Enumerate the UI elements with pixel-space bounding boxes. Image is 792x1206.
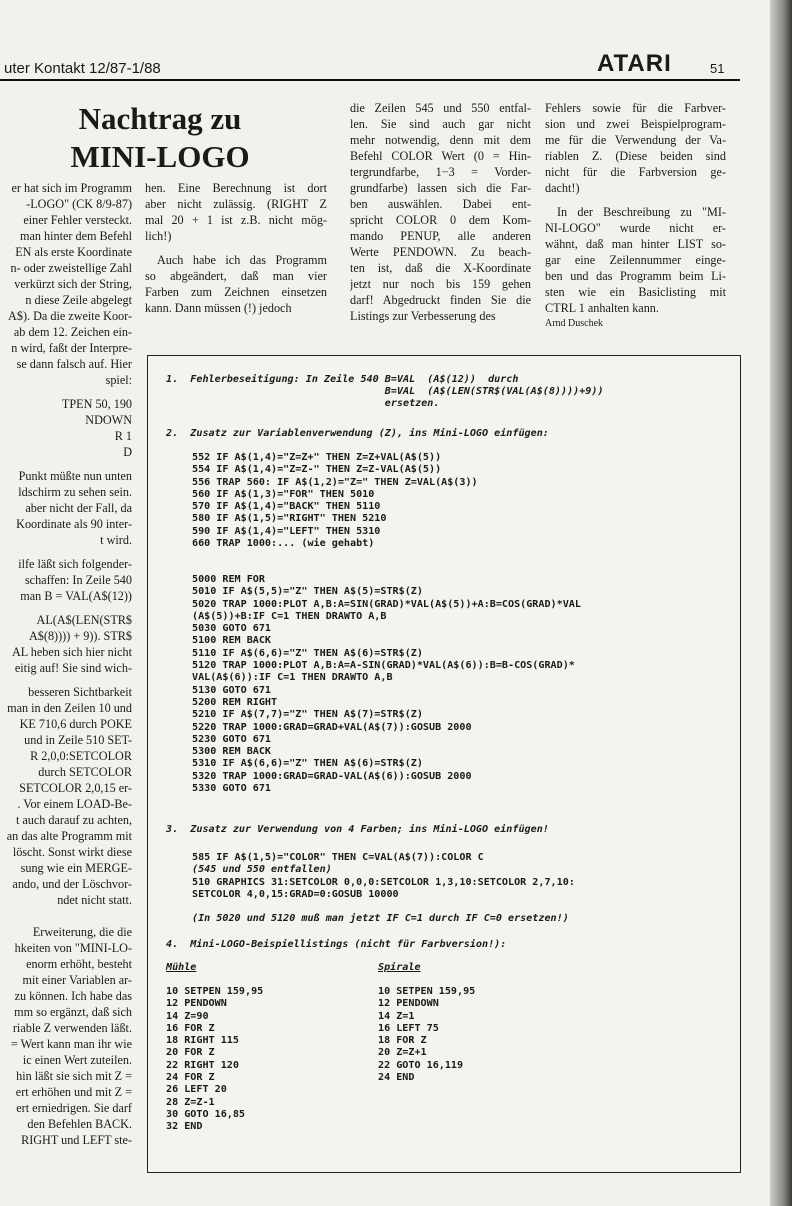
- program-listing-box: [147, 355, 741, 1173]
- text-line: NDOWN: [85, 413, 132, 427]
- text-line: [0, 676, 132, 684]
- text-line: mehr notwendig, denn mit dem: [350, 133, 531, 147]
- text-line: [545, 196, 726, 204]
- text-line: ando, und der Löschvor-: [12, 877, 132, 891]
- code-line: 22 GOTO 16,119: [378, 1059, 464, 1071]
- text-line: und in Zeile 510 SET-: [24, 733, 132, 747]
- code-line: 14 Z=90: [166, 1010, 209, 1022]
- text-line: In der Beschreibung zu "MI-: [557, 205, 726, 219]
- text-line: SETCOLOR 2,0,15 er-: [19, 781, 132, 795]
- code-line: 5130 GOTO 671: [192, 684, 272, 696]
- code-line: 570 IF A$(1,4)="BACK" THEN 5110: [192, 501, 381, 513]
- text-line: [145, 244, 327, 252]
- text-line: man B = VAL(A$(12)): [20, 589, 132, 603]
- code-line: 552 IF A$(1,4)="Z=Z+" THEN Z=Z+VAL(A$(5)): [192, 452, 442, 463]
- code-line: 18 FOR Z: [378, 1035, 427, 1047]
- text-line: Erweiterung, die die: [32, 925, 132, 939]
- text-line: ben auswählen. Dabei ent-: [350, 197, 531, 211]
- column-1: [0, 180, 132, 1148]
- text-line: [0, 548, 132, 556]
- text-line: aber nicht der Fall, da: [25, 501, 132, 515]
- code-line: 660 TRAP 1000:... (wie gehabt): [192, 538, 375, 550]
- listing-section-1-line2: B=VAL (A$(LEN(STR$(VAL(A$(8))))+9)): [166, 386, 604, 397]
- text-line: mit einer Variablen ar-: [22, 973, 132, 987]
- text-line: er hat sich im Programm: [11, 181, 132, 195]
- text-line: schaffen: In Zeile 540: [24, 573, 132, 587]
- code-line: SETCOLOR 4,0,15:GRAD=0:GOSUB 10000: [192, 888, 399, 900]
- text-line: -LOGO" (CK 8/9-87): [26, 197, 132, 211]
- text-line: EN als erste Koordinate: [15, 245, 132, 259]
- code-line: 5100 REM BACK: [192, 635, 272, 647]
- header-rule: [0, 79, 740, 81]
- text-line: hin läßt sie sich mit Z =: [16, 1069, 132, 1083]
- text-line: durch SETCOLOR: [38, 765, 132, 779]
- code-line: 28 Z=Z-1: [166, 1096, 215, 1108]
- text-line: Fehlers sowie für die Farbver-: [545, 101, 726, 115]
- code-line: 30 GOTO 16,85: [166, 1108, 246, 1120]
- text-line: [0, 908, 132, 916]
- text-line: R 2,0,0:SETCOLOR: [30, 749, 132, 763]
- listing-section-2: 2. Zusatz zur Variablenverwendung (Z), ins Mini-LOGO einfügen:: [166, 428, 549, 439]
- text-line: . Vor einem LOAD-Be-: [17, 797, 132, 811]
- code-block-3: [192, 574, 581, 795]
- code-line: 5320 TRAP 1000:GRAD=GRAD-VAL(A$(6)):GOSUB 2000: [192, 770, 472, 782]
- code-line: 18 RIGHT 115: [166, 1035, 239, 1047]
- text-line: wähnt, daß man hinter LIST so-: [545, 237, 726, 251]
- code-line: 554 IF A$(1,4)="Z=Z-" THEN Z=Z-VAL(A$(5)): [192, 464, 442, 476]
- code-line: 20 FOR Z: [166, 1047, 215, 1059]
- text-line: D: [123, 445, 132, 459]
- text-line: löscht. Sonst wirkt diese: [12, 845, 132, 859]
- text-line: ert erniedrigen. Sie darf: [16, 1101, 132, 1115]
- code-line: 12 PENDOWN: [166, 998, 227, 1010]
- code-line: VAL(A$(6)):IF C=1 THEN DRAWTO A,B: [192, 672, 393, 684]
- text-line: [0, 916, 132, 924]
- code-line: 32 END: [166, 1121, 203, 1133]
- code-line: 5300 REM BACK: [192, 746, 272, 758]
- text-line: darf! Abgedruckt finden Sie die: [350, 293, 531, 307]
- text-line: riablen Z. (Diese beiden sind: [545, 149, 726, 163]
- issue-line: uter Kontakt 12/87-1/88: [4, 60, 161, 77]
- text-line: tergrundfarbe, 1−3 = Vorder-: [350, 165, 531, 179]
- text-line: spiel:: [105, 373, 132, 387]
- text-line: [0, 604, 132, 612]
- code-line: 5020 TRAP 1000:PLOT A,B:A=SIN(GRAD)*VAL(A$(5))+A:B=COS(GRAD)*VAL: [192, 598, 581, 610]
- listing-section-4: 4. Mini-LOGO-Beispiellistings (nicht für Farbversion!):: [166, 939, 507, 950]
- code-block-2: [192, 452, 478, 550]
- listing-section-1: 1. Fehlerbeseitigung: In Zeile 540 B=VAL (A$(12)) durch: [166, 374, 519, 385]
- text-line: besseren Sichtbarkeit: [28, 685, 132, 699]
- text-line: aber nicht zulässig. (RIGHT Z: [145, 197, 327, 211]
- page-fold-edge: [770, 0, 792, 1206]
- text-line: Punkt müßte nun unten: [18, 469, 132, 483]
- example-listing-spirale: [378, 986, 475, 1084]
- code-line: 5120 TRAP 1000:PLOT A,B:A=A-SIN(GRAD)*VAL(A$(6)):B=B-COS(GRAD)*: [192, 660, 575, 672]
- text-line: sung wie ein MERGE-: [20, 861, 132, 875]
- code-line: 5030 GOTO 671: [192, 623, 272, 635]
- text-line: A$(8)))) + 9)). STR$: [29, 629, 132, 643]
- article-title: [40, 100, 280, 176]
- text-line: sten wie ein Basiclisting mit: [545, 285, 726, 299]
- text-line: Koordinate als 90 inter-: [16, 517, 132, 531]
- author-signature: Arnd Duschek: [545, 318, 604, 329]
- text-line: ilfe läßt sich folgender-: [18, 557, 132, 571]
- text-line: mando PENUP, alle anderen: [350, 229, 531, 243]
- text-line: [0, 460, 132, 468]
- text-line: Befehl COLOR Wert (0 = Hin-: [350, 149, 531, 163]
- page-number: 51: [710, 61, 725, 76]
- code-line: 24 FOR Z: [166, 1072, 215, 1084]
- example-title-muehle: Mühle: [166, 962, 197, 973]
- text-line: R 1: [114, 429, 132, 443]
- text-line: CTRL 1 anhalten kann.: [545, 301, 659, 315]
- text-line: hen. Eine Berechnung ist dort: [145, 181, 327, 195]
- code-line: 5110 IF A$(6,6)="Z" THEN A$(6)=STR$(Z): [192, 647, 423, 659]
- text-line: einer Fehler versteckt.: [23, 213, 132, 227]
- column-3: [350, 100, 531, 324]
- text-line: den Befehlen BACK.: [27, 1117, 132, 1131]
- code-line: 580 IF A$(1,5)="RIGHT" THEN 5210: [192, 513, 387, 525]
- text-line: t wird.: [100, 533, 132, 547]
- example-title-spirale: Spirale: [378, 962, 421, 973]
- text-line: die Zeilen 545 und 550 entfal-: [350, 101, 531, 115]
- text-line: sion und zwei Beispielprogram-: [545, 117, 726, 131]
- code-line: 5200 REM RIGHT: [192, 696, 278, 708]
- listing-section-3: 3. Zusatz zur Verwendung von 4 Farben; ins Mini-LOGO einfügen!: [166, 824, 549, 835]
- text-line: n wird, faßt der Interpre-: [11, 341, 132, 355]
- text-line: KE 710,6 durch POKE: [19, 717, 132, 731]
- text-line: ben und das Programm beim Li-: [545, 269, 726, 283]
- text-line: ndet nicht statt.: [57, 893, 132, 907]
- code-line: 5000 REM FOR: [192, 574, 265, 585]
- text-line: NI-LOGO" wurde nicht er-: [545, 221, 726, 235]
- code-line: 10 SETPEN 159,95: [378, 986, 476, 997]
- code-line: 20 Z=Z+1: [378, 1047, 427, 1059]
- code-line: 556 TRAP 560: IF A$(1,2)="Z=" THEN Z=VAL(A$(3)): [192, 476, 478, 488]
- text-line: eitig auf! Sie sind wich-: [14, 661, 132, 675]
- text-line: lich!): [145, 229, 172, 243]
- text-line: zu können. Ich habe das: [14, 989, 132, 1003]
- text-line: ic einen Wert zuteilen.: [22, 1053, 132, 1067]
- listing-section-1-line3: ersetzen.: [166, 398, 440, 409]
- code-line: 10 SETPEN 159,95: [166, 986, 264, 997]
- code-line: 12 PENDOWN: [378, 998, 439, 1010]
- text-line: Werte PENDOWN. Zu beach-: [350, 245, 531, 259]
- text-line: RIGHT und LEFT ste-: [21, 1133, 132, 1147]
- code-line: 585 IF A$(1,5)="COLOR" THEN C=VAL(A$(7)):COLOR C: [192, 852, 484, 863]
- text-line: spricht COLOR 0 dem Kom-: [350, 213, 531, 227]
- column-4: [545, 100, 726, 332]
- text-line: nicht für die Farbversion ge-: [545, 165, 726, 179]
- code-line: 16 FOR Z: [166, 1022, 215, 1034]
- code-line: 5220 TRAP 1000:GRAD=GRAD+VAL(A$(7)):GOSUB 2000: [192, 721, 472, 733]
- title-line: Nachtrag zu: [78, 101, 242, 136]
- code-line: 5010 IF A$(5,5)="Z" THEN A$(5)=STR$(Z): [192, 586, 423, 598]
- text-line: se dann falsch auf. Hier: [16, 357, 132, 371]
- title-line: MINI-LOGO: [70, 139, 250, 174]
- text-line: mal 20 + 1 ist z.B. nicht mög-: [145, 213, 327, 227]
- text-line: enorm erhöht, besteht: [26, 957, 132, 971]
- text-line: A$). Da die zweite Koor-: [8, 309, 132, 323]
- text-line: AL heben sich hier nicht: [11, 645, 132, 659]
- text-line: grundfarbe) lassen sich die Far-: [350, 181, 531, 195]
- text-line: [0, 388, 132, 396]
- text-line: mm so ergänzt, daß sich: [14, 1005, 132, 1019]
- code-line: 14 Z=1: [378, 1010, 415, 1022]
- column-2: [145, 180, 327, 316]
- text-line: jetzt nur noch bis 159 gehen: [350, 277, 531, 291]
- text-line: dacht!): [545, 181, 580, 195]
- listing-note: (In 5020 und 5120 muß man jetzt IF C=1 durch IF C=0 ersetzen!): [192, 913, 569, 924]
- code-line: (A$(5))+B:IF C=1 THEN DRAWTO A,B: [192, 610, 387, 622]
- code-line: 5210 IF A$(7,7)="Z" THEN A$(7)=STR$(Z): [192, 709, 423, 721]
- text-line: AL(A$(LEN(STR$: [36, 613, 132, 627]
- text-line: n diese Zeile abgelegt: [25, 293, 132, 307]
- text-line: verkürzt sich der String,: [14, 277, 132, 291]
- text-line: ten ist, daß die X-Koordinate: [350, 261, 531, 275]
- text-line: Listings zur Verbesserung des: [350, 309, 496, 323]
- text-line: ert erhöhen und mit Z =: [15, 1085, 132, 1099]
- code-line: 5230 GOTO 671: [192, 733, 272, 745]
- text-line: gar eine Zeilennummer einge-: [545, 253, 726, 267]
- code-block-4: [192, 852, 575, 901]
- text-line: an das alte Programm mit: [6, 829, 132, 843]
- text-line: ab dem 12. Zeichen ein-: [13, 325, 132, 339]
- code-line: 26 LEFT 20: [166, 1084, 227, 1096]
- code-line: 510 GRAPHICS 31:SETCOLOR 0,0,0:SETCOLOR 1,3,10:SETCOLOR 2,7,10:: [192, 876, 575, 888]
- code-line: 5310 IF A$(6,6)="Z" THEN A$(6)=STR$(Z): [192, 758, 423, 770]
- code-line: 22 RIGHT 120: [166, 1059, 239, 1071]
- text-line: len. Sie sind auch gar nicht: [350, 117, 531, 131]
- text-line: = Wert kann man ihr wie: [10, 1037, 132, 1051]
- text-line: TPEN 50, 190: [61, 397, 132, 411]
- code-line: (545 und 550 entfallen): [192, 864, 332, 876]
- text-line: kann. Dann müssen (!) jedoch: [145, 301, 292, 315]
- code-line: 16 LEFT 75: [378, 1022, 439, 1034]
- text-line: Farben zum Zeichnen einsetzen: [145, 285, 327, 299]
- code-line: 5330 GOTO 671: [192, 783, 272, 795]
- code-line: 560 IF A$(1,3)="FOR" THEN 5010: [192, 488, 375, 500]
- text-line: man hinter dem Befehl: [19, 229, 132, 243]
- section-brand: ATARI: [597, 50, 672, 77]
- text-line: t auch darauf zu achten,: [15, 813, 132, 827]
- code-line: 590 IF A$(1,4)="LEFT" THEN 5310: [192, 525, 381, 537]
- text-line: ldschirm zu sehen sein.: [18, 485, 132, 499]
- text-line: me für die Verwendung der Va-: [545, 133, 726, 147]
- text-line: Auch habe ich das Programm: [157, 253, 327, 267]
- text-line: so abgeändert, daß man vier: [145, 269, 327, 283]
- example-listing-muehle: [166, 986, 263, 1134]
- text-line: hkeiten von "MINI-LO-: [14, 941, 132, 955]
- text-line: riable Z verwenden läßt.: [12, 1021, 132, 1035]
- text-line: man in den Zeilen 10 und: [7, 701, 132, 715]
- text-line: n- oder zweistellige Zahl: [10, 261, 132, 275]
- code-line: 24 END: [378, 1072, 415, 1084]
